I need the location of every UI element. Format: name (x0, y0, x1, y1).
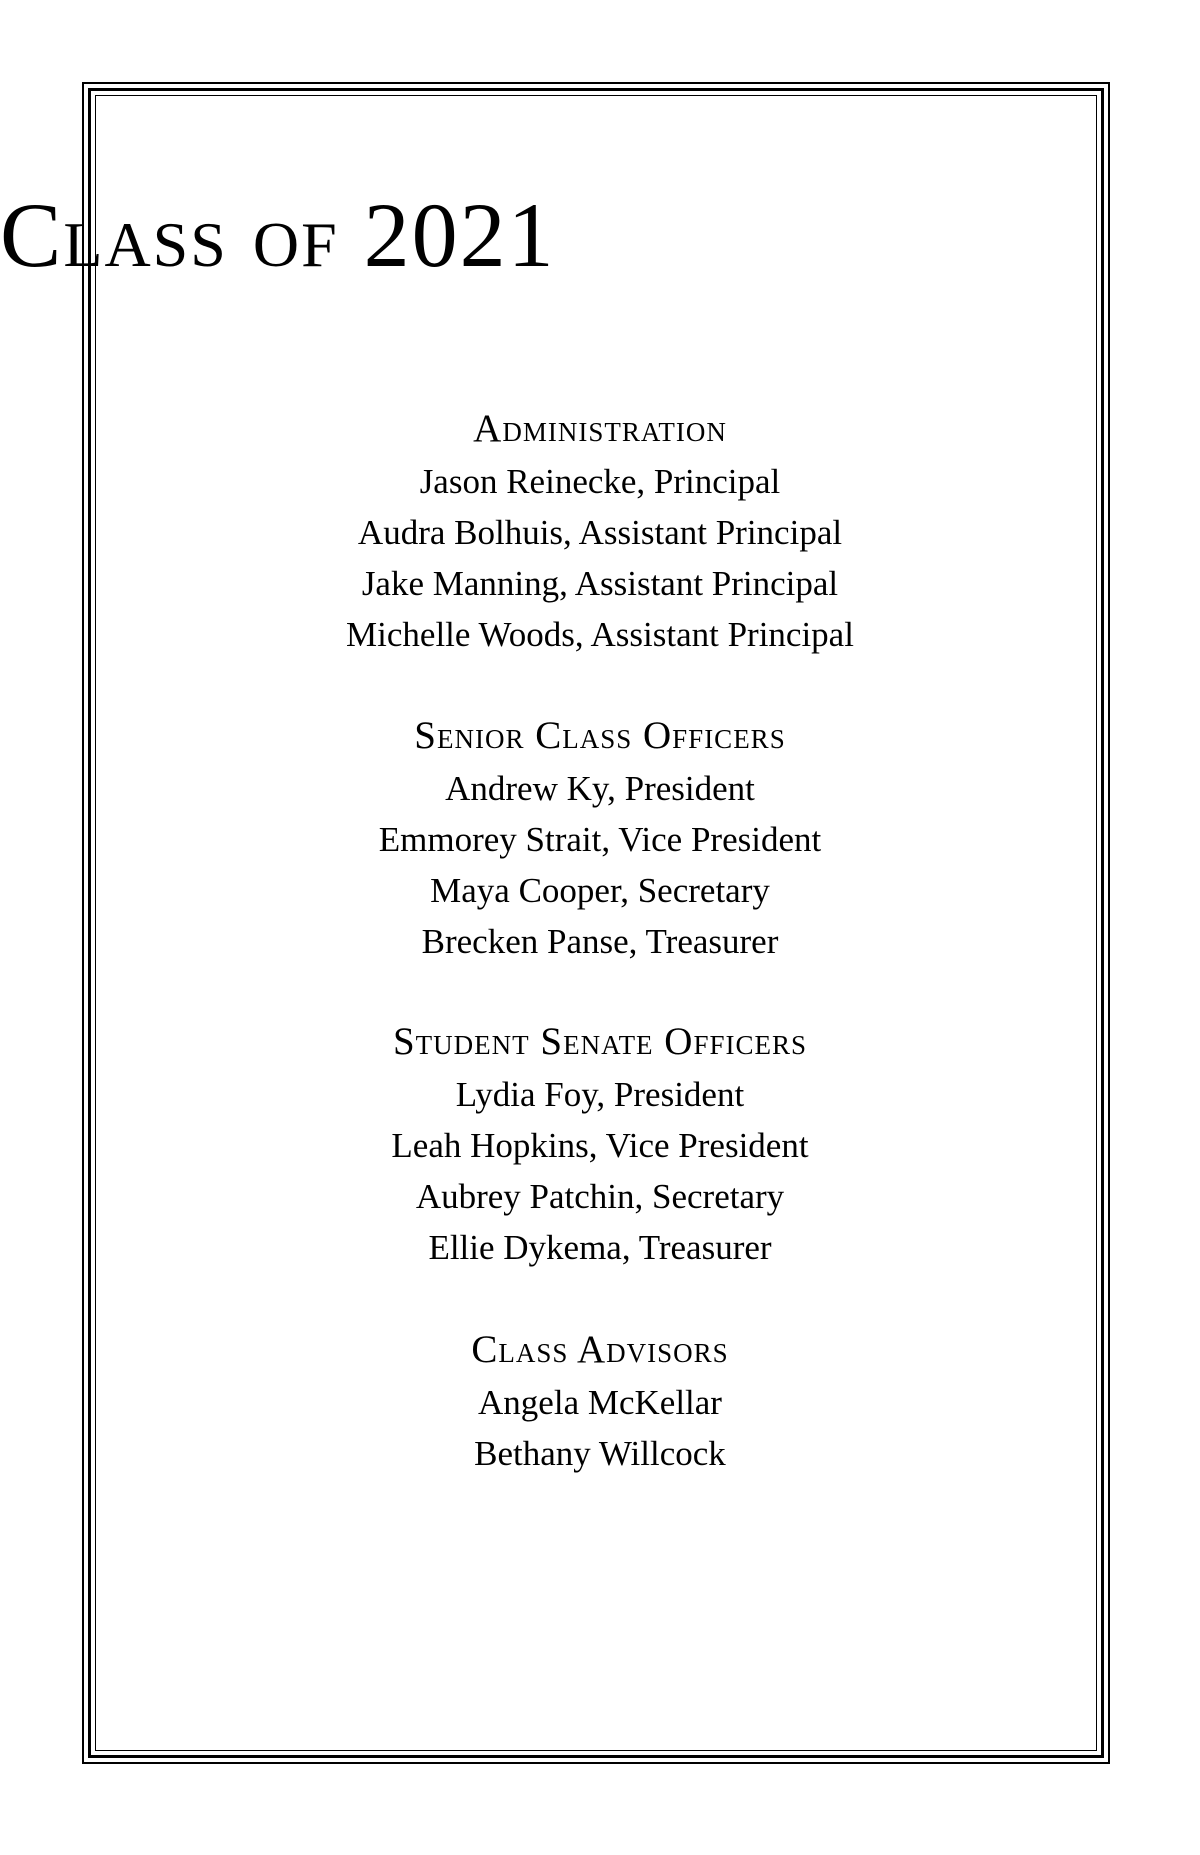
list-item: Aubrey Patchin, Secretary (415, 1177, 785, 1216)
list-item: Ellie Dykema, Treasurer (428, 1228, 772, 1267)
section-heading: Student Senate Officers (392, 1020, 808, 1063)
list-item: Brecken Panse, Treasurer (421, 922, 779, 961)
list-item: Angela McKellar (478, 1383, 722, 1422)
section-heading: Senior Class Officers (414, 714, 786, 757)
section-senior-class-officers (0, 712, 1200, 967)
list-item: Lydia Foy, President (455, 1075, 745, 1114)
section-student-senate-officers (0, 1018, 1200, 1273)
section-heading: Class Advisors (471, 1328, 729, 1371)
list-item: Emmorey Strait, Vice President (378, 820, 822, 859)
list-item: Andrew Ky, President (445, 769, 755, 808)
list-item: Jake Manning, Assistant Principal (361, 564, 839, 603)
list-item: Audra Bolhuis, Assistant Principal (357, 513, 843, 552)
list-item: Bethany Willcock (474, 1434, 726, 1473)
list-item: Michelle Woods, Assistant Principal (346, 615, 854, 654)
section-class-advisors (0, 1326, 1200, 1479)
list-item: Maya Cooper, Secretary (430, 871, 770, 910)
section-administration (0, 405, 1200, 660)
list-item: Jason Reinecke, Principal (419, 462, 781, 501)
page-title: Class of 2021 (0, 184, 556, 286)
section-heading: Administration (473, 407, 727, 450)
list-item: Leah Hopkins, Vice President (391, 1126, 809, 1165)
